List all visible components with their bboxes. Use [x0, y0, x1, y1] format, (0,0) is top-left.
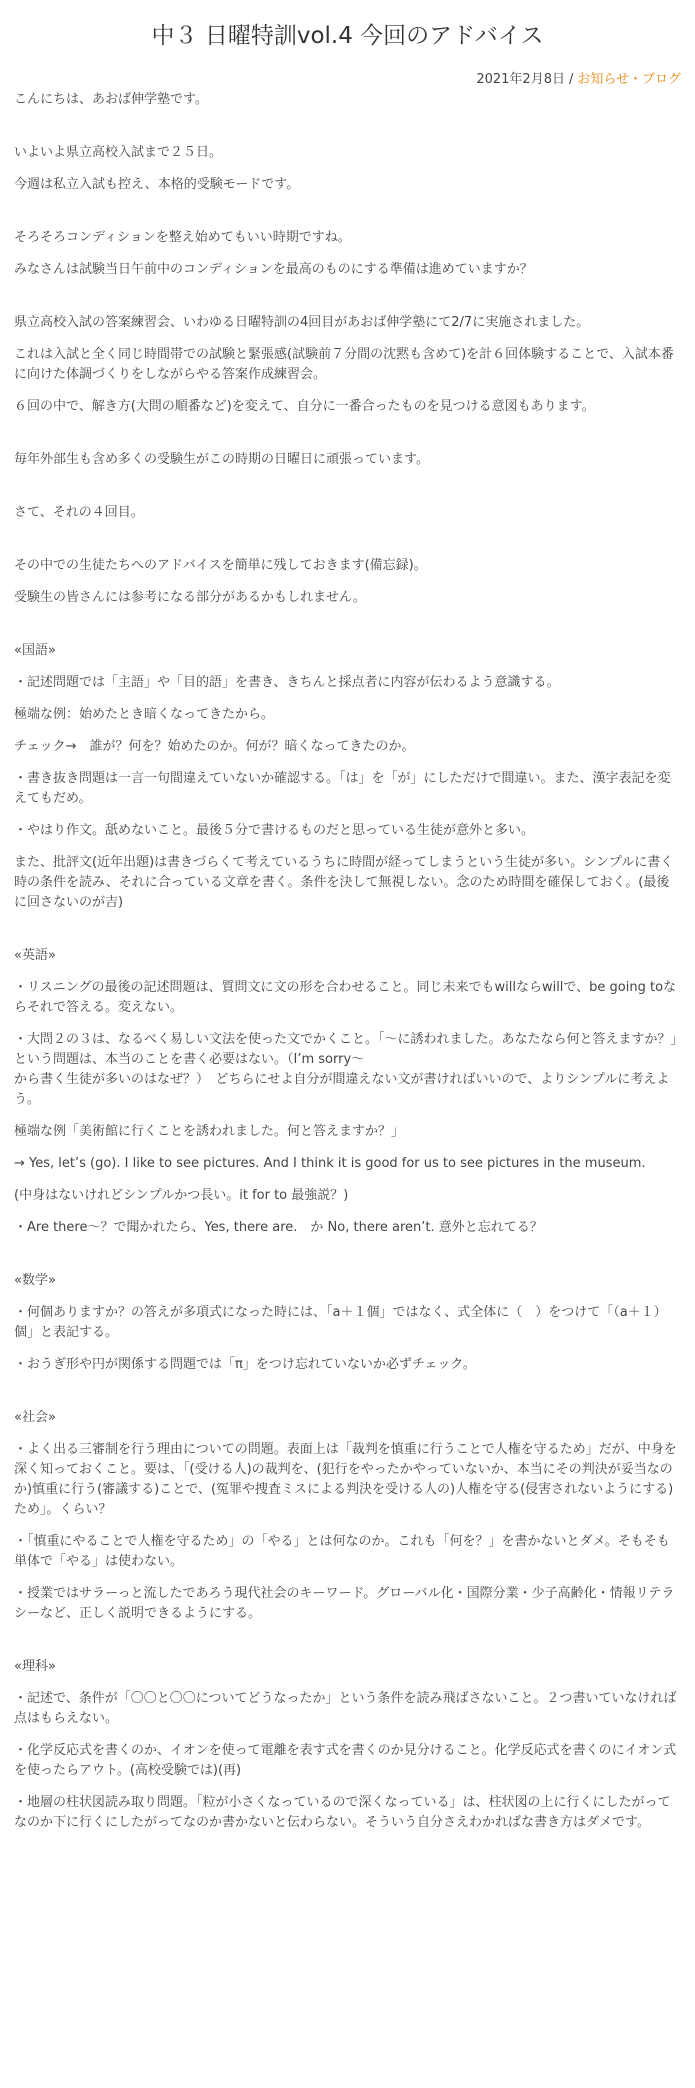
body-paragraph: ・何個ありますか？の答えが多項式になった時には、「a＋１個」ではなく、式全体に（ ）をつけて「（a＋１）個」と表記する。	[14, 1305, 667, 1340]
body-paragraph: その中での生徒たちへのアドバイスを簡単に残しておきます(備忘録)。	[14, 558, 427, 573]
body-paragraph: チェック→ 誰が？何を？始めたのか。何が？暗くなってきたのか。	[14, 739, 415, 754]
paragraph-spacer	[14, 429, 681, 450]
body-paragraph: 毎年外部生も含め多くの受験生がこの時期の日曜日に頑張っています。	[14, 452, 429, 467]
body-paragraph: ・書き抜き問題は一言一句間違えていないか確認する。「は」を「が」にしただけで間違い。また、漢字表記を変えてもだめ。	[14, 771, 671, 806]
body-paragraph: ・Are there～？で聞かれたら、Yes, there are. か No, there aren’t. 意外と忘れてる？	[14, 1220, 543, 1235]
body-paragraph: ６回の中で、解き方(大問の順番など)を変えて、自分に一番合ったものを見つける意図もあります。	[14, 399, 595, 414]
body-paragraph: 受験生の皆さんには参考になる部分があるかもしれません。	[14, 590, 366, 605]
paragraph-spacer	[14, 1636, 681, 1657]
body-paragraph: ・地層の柱状図読み取り問題。「粒が小さくなっているので深くなっている」は、柱状図の上に行くにしたがってなのか下に行くにしたがってなのか書かないと伝わらない。そういう自分さえわかればな書き方はダメです。	[14, 1795, 671, 1830]
body-paragraph: ・よく出る三審制を行う理由についての問題。表面上は「裁判を慎重に行うことで人権を守るため」だが、中身を深く知っておくこと。要は、「(受ける人)の裁判を、(犯行をやったかやっていないか、本当にその判決が妥当なのか)慎重に行う(審議する)ことで、(冤罪や捜査ミスによる判決を受ける人の)人権を守る(侵害されないようにする)ため」。くらい？	[14, 1442, 677, 1517]
paragraph-spacer	[14, 1250, 681, 1271]
paragraph-spacer	[14, 482, 681, 503]
body-paragraph: «国語»	[14, 643, 56, 658]
body-paragraph: 極端な例：始めたとき暗くなってきたから。	[14, 707, 275, 722]
post-body	[14, 90, 681, 1833]
body-paragraph: そろそろコンディションを整え始めてもいい時期ですね。	[14, 230, 351, 245]
paragraph-spacer	[14, 1387, 681, 1408]
body-paragraph: «数学»	[14, 1273, 56, 1288]
body-paragraph: ・化学反応式を書くのか、イオンを使って電離を表す式を書くのか見分けること。化学反応式を書くのにイオン式を使ったらアウト。(高校受験では)(再)	[14, 1743, 677, 1778]
category-link[interactable]: お知らせ・ブログ	[577, 72, 681, 87]
paragraph-spacer	[14, 620, 681, 641]
body-paragraph: «理科»	[14, 1659, 56, 1674]
body-paragraph: → Yes, let’s (go). I like to see pictures. And I think it is good for us to see pictures in the museum.	[14, 1156, 646, 1171]
post-meta	[14, 70, 681, 90]
meta-separator: /	[568, 72, 574, 87]
paragraph-spacer	[14, 207, 681, 228]
body-paragraph: みなさんは試験当日午前中のコンディションを最高のものにする準備は進めていますか？	[14, 262, 533, 277]
body-paragraph: さて、それの４回目。	[14, 505, 144, 520]
paragraph-spacer	[14, 925, 681, 946]
body-paragraph: 県立高校入試の答案練習会、いわゆる日曜特訓の4回目があおば伸学塾にて2/7に実施されました。	[14, 315, 590, 330]
body-paragraph: (中身はないけれどシンプルかつ長い。it for to 最強説？)	[14, 1188, 349, 1203]
body-paragraph: ・「慎重にやることで人権を守るため」の「やる」とは何なのか。これも「何を？」を書かないとダメ。そもそも単体で「やる」は使わない。	[14, 1534, 670, 1569]
paragraph-spacer	[14, 292, 681, 313]
body-paragraph: いよいよ県立高校入試まで２５日。	[14, 145, 223, 160]
paragraph-spacer	[14, 535, 681, 556]
body-paragraph: «社会»	[14, 1410, 56, 1425]
paragraph-spacer	[14, 122, 681, 143]
body-paragraph: また、批評文(近年出題)は書きづらくて考えているうちに時間が経ってしまうという生徒が多い。シンプルに書く時の条件を読み、それに合っている文章を書く。条件を決して無視しない。念のため時間を確保しておく。(最後に回さないのが吉)	[14, 855, 674, 910]
body-paragraph: ・大問２の３は、なるべく易しい文法を使った文でかくこと。「～に誘われました。あなたなら何と答えますか？」という問題は、本当のことを書く必要はない。（I’m sorry～ から書く生徒が多いのはなぜ？） どちらにせよ自分が間違えない文が書ければいいので、よりシンプルに考えよう。	[14, 1032, 678, 1107]
body-paragraph: ・おうぎ形や円が関係する問題では「π」をつけ忘れていないか必ずチェック。	[14, 1357, 476, 1372]
body-paragraph: «英語»	[14, 948, 56, 963]
post-title: 中３ 日曜特訓vol.4 今回のアドバイス	[151, 23, 544, 49]
post-date: 2021年2月8日	[476, 72, 565, 87]
body-paragraph: ・記述問題では「主語」や「目的語」を書き、きちんと採点者に内容が伝わるよう意識する。	[14, 675, 560, 690]
body-paragraph: これは入試と全く同じ時間帯での試験と緊張感(試験前７分間の沈黙も含めて)を計６回体験することで、入試本番に向けた体調づくりをしながらやる答案作成練習会。	[14, 347, 674, 382]
body-paragraph: ・やはり作文。舐めないこと。最後５分で書けるものだと思っている生徒が意外と多い。	[14, 823, 535, 838]
body-paragraph: ・授業ではサラーっと流したであろう現代社会のキーワード。グローバル化・国際分業・少子高齢化・情報リテラシーなど、正しく説明できるようにする。	[14, 1586, 675, 1621]
body-paragraph: こんにちは、あおば伸学塾です。	[14, 92, 208, 107]
body-paragraph: ・リスニングの最後の記述問題は、質問文に文の形を合わせること。同じ未来でもwillならwillで、be going toならそれで答える。変えない。	[14, 980, 677, 1015]
body-paragraph: 今週は私立入試も控え、本格的受験モードです。	[14, 177, 300, 192]
body-paragraph: 極端な例「美術館に行くことを誘われました。何と答えますか？」	[14, 1124, 405, 1139]
body-paragraph: ・記述で、条件が「〇〇と〇〇についてどうなったか」という条件を読み飛ばさないこと。２つ書いていなければ点はもらえない。	[14, 1691, 677, 1726]
